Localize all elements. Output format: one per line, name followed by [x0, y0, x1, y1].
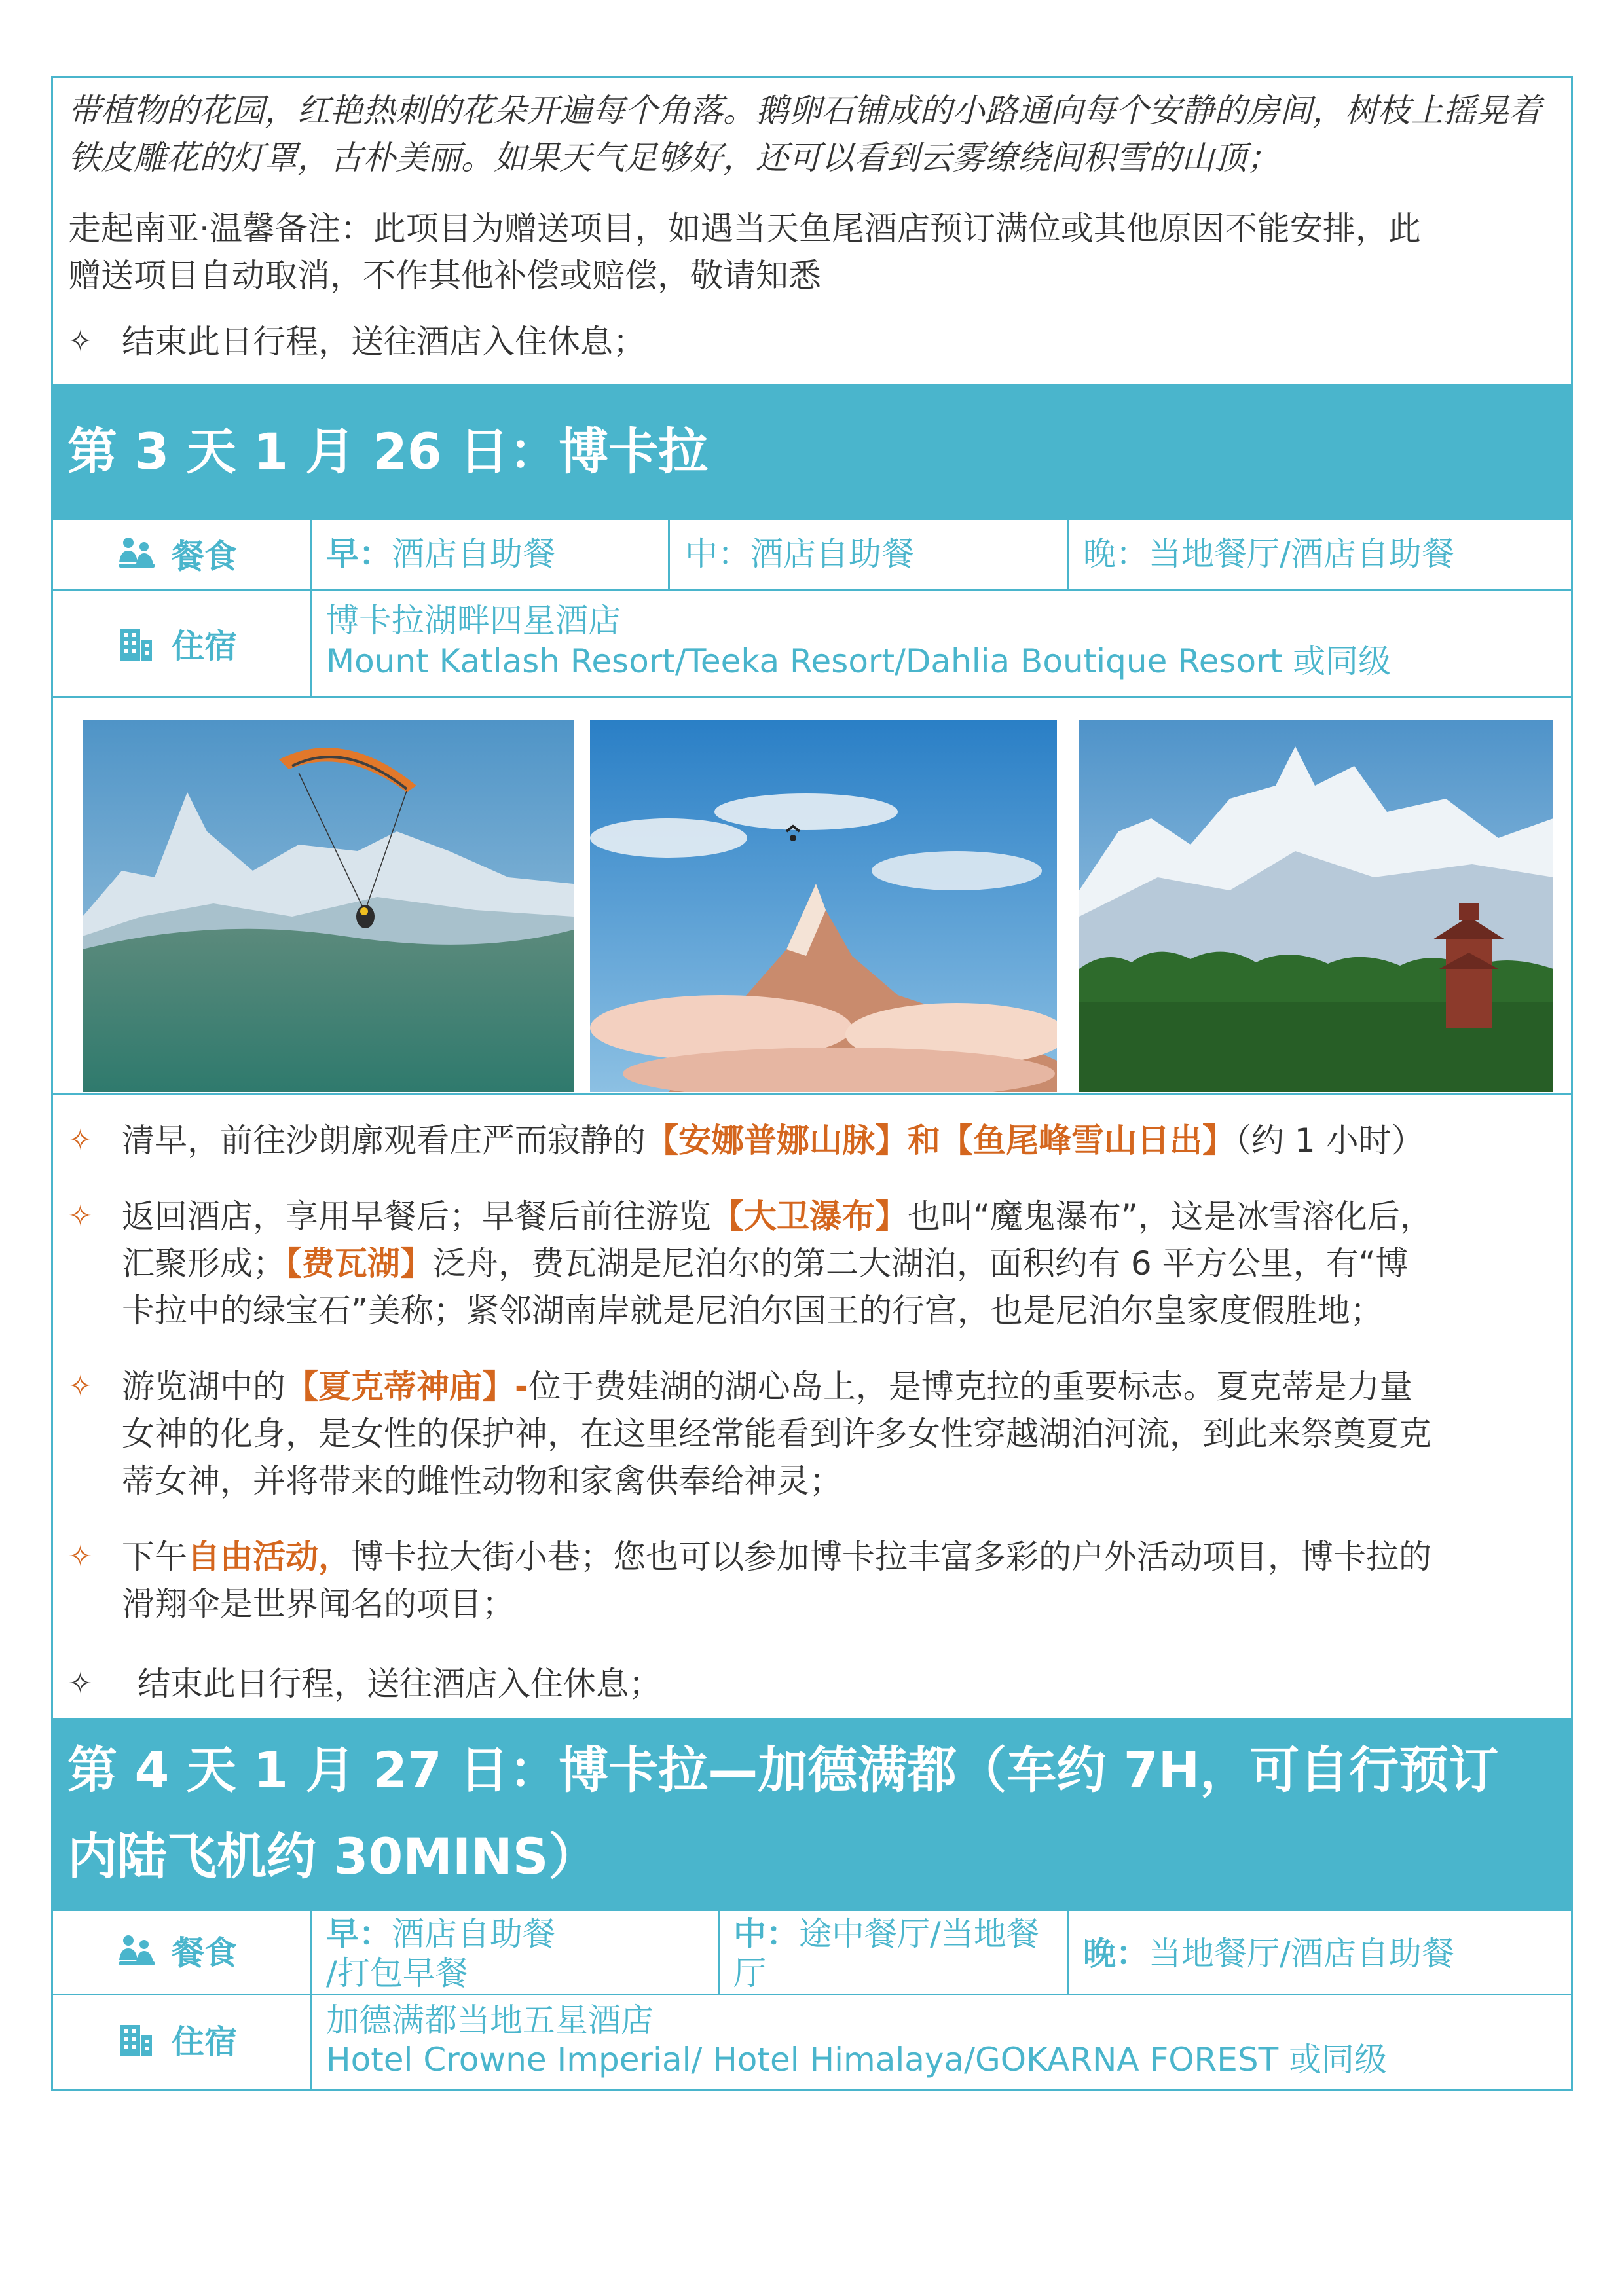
day3-item-3-line-2: 女神的化身，是女性的保护神，在这里经常能看到许多女性穿越湖泊河流，到此来祭奠夏克 [122, 1415, 1431, 1453]
day3-item-2-line-2 [122, 1240, 1409, 1287]
item-highlight: 自由活动， [187, 1538, 351, 1576]
breakfast-prefix: 早： [326, 1915, 392, 1953]
item-text: 游览湖中的 [122, 1368, 286, 1406]
item-highlight: 【夏克蒂神庙】- [286, 1368, 528, 1406]
item-text: 清早，前往沙朗廓观看庄严而寂静的 [122, 1121, 646, 1159]
day3-item-3-line-1 [122, 1363, 1412, 1410]
sparkle-bullet-icon: ✧ [68, 1667, 92, 1700]
day4-dinner [1083, 1934, 1454, 1973]
fishtail-cloud-photo [590, 720, 1057, 1092]
himalaya-pagoda-photo [1079, 720, 1553, 1092]
divider [53, 1909, 1571, 1911]
sparkle-bullet-icon: ✧ [68, 1123, 92, 1157]
divider [53, 696, 1571, 698]
day3-end-text: 结束此日行程，送往酒店入住休息； [138, 1665, 661, 1703]
dinner-value: 当地餐厅/酒店自助餐 [1149, 1935, 1454, 1973]
day3-title: 第 3 天 1 月 26 日：博卡拉 [53, 384, 1571, 519]
divider [53, 1093, 1571, 1095]
divider [1067, 1909, 1069, 1994]
divider [1067, 519, 1069, 591]
day4-breakfast [326, 1914, 555, 1954]
item-text: （约 1 小时） [1235, 1121, 1424, 1159]
sparkle-bullet-icon: ✧ [68, 1370, 92, 1403]
day3-item-4-line-1 [122, 1533, 1431, 1580]
day3-dinner: 晚：当地餐厅/酒店自助餐 [1083, 535, 1454, 573]
sparkle-bullet-icon: ✧ [68, 1540, 92, 1573]
day4-stay-label: 住宿 [172, 2023, 237, 2061]
divider [310, 519, 312, 697]
day3-item-2-line-1 [122, 1193, 1433, 1240]
day3-meal-label: 餐食 [172, 538, 237, 575]
item-text: 下午 [122, 1538, 187, 1576]
day3-lunch: 中：酒店自助餐 [685, 535, 914, 573]
item-text: 返回酒店，享用早餐后；早餐后前往游览 [122, 1197, 711, 1235]
day3-item-3-line-3: 蒂女神，并将带来的雌性动物和家禽供奉给神灵； [122, 1462, 842, 1500]
meal-icon [117, 534, 157, 574]
day4-meal-label: 餐食 [172, 1934, 237, 1972]
divider [53, 519, 1571, 520]
divider [310, 1909, 312, 2089]
item-highlight: 【费瓦湖】 [286, 1245, 433, 1283]
intro-note-line-2: 赠送项目自动取消，不作其他补偿或赔偿，敬请知悉 [68, 257, 821, 295]
lunch-value: 途中餐厅/当地餐 [799, 1915, 1039, 1953]
intro-note-line-1: 走起南亚·温馨备注：此项目为赠送项目，如遇当天鱼尾酒店预订满位或其他原因不能安排，此 [68, 210, 1421, 247]
item-text: 也叫“魔鬼瀑布”，这是冰雪溶化后， [908, 1197, 1433, 1235]
item-text: 博卡拉大街小巷；您也可以参加博卡拉丰富多彩的户外活动项目，博卡拉的 [351, 1538, 1431, 1576]
intro-line-1: 带植物的花园，红艳热刺的花朵开遍每个角落。鹅卵石铺成的小路通向每个安静的房间，树枝上摇晃着 [68, 92, 1541, 130]
divider [668, 519, 670, 591]
day4-title-line-2: 内陆飞机约 30MINS） [67, 1827, 599, 1886]
day3-item-4-line-2: 滑翔伞是世界闻名的项目； [122, 1585, 515, 1623]
divider [53, 589, 1571, 591]
divider [718, 1909, 720, 1994]
lunch-prefix: 中： [733, 1915, 799, 1953]
day4-hotel-options: Hotel Crowne Imperial/ Hotel Himalaya/GOKARNA FOREST 或同级 [326, 2041, 1388, 2079]
breakfast-value: 酒店自助餐 [392, 535, 555, 573]
day3-breakfast [326, 534, 555, 574]
day3-hotel-name: 博卡拉湖畔四星酒店 [326, 602, 621, 640]
breakfast-prefix: 早： [326, 535, 392, 573]
breakfast-value: 酒店自助餐 [392, 1915, 555, 1953]
building-icon [118, 627, 155, 663]
sparkle-bullet-icon: ✧ [68, 325, 92, 358]
item-text: 泛舟，费瓦湖是尼泊尔的第二大湖泊，面积约有 6 平方公里，有“博 [433, 1245, 1409, 1283]
day4-title-line-1: 第 4 天 1 月 27 日：博卡拉—加德满都（车约 7H，可自行预订 [67, 1741, 1499, 1799]
day4-breakfast-alt: /打包早餐 [326, 1954, 468, 1992]
sparkle-bullet-icon: ✧ [68, 1199, 92, 1233]
day3-stay-label: 住宿 [172, 627, 237, 665]
building-icon [118, 2022, 155, 2059]
item-text: 汇聚形成； [122, 1245, 286, 1283]
day3-hotel-options: Mount Katlash Resort/Teeka Resort/Dahlia Boutique Resort 或同级 [326, 642, 1392, 680]
item-highlight: 【大卫瀑布】 [711, 1197, 908, 1235]
day3-item-2-line-3: 卡拉中的绿宝石”美称；紧邻湖南岸就是尼泊尔国王的行宫，也是尼泊尔皇家度假胜地； [122, 1292, 1383, 1330]
divider [53, 1994, 1571, 1995]
meal-icon [117, 1931, 157, 1972]
dinner-prefix: 晚： [1083, 1935, 1149, 1973]
day4-title [53, 1718, 1571, 1909]
day3-item-1 [122, 1117, 1424, 1164]
intro-end-text: 结束此日行程，送往酒店入住休息； [122, 323, 646, 361]
item-highlight: 【安娜普娜山脉】和【鱼尾峰雪山日出】 [646, 1121, 1235, 1159]
day4-hotel-name: 加德满都当地五星酒店 [326, 2001, 654, 2039]
paragliding-photo [83, 720, 574, 1092]
day4-lunch-cont: 厅 [733, 1954, 766, 1992]
item-text: 位于费娃湖的湖心岛上，是博克拉的重要标志。夏克蒂是力量 [528, 1368, 1412, 1406]
day4-lunch [733, 1914, 1039, 1954]
intro-line-2: 铁皮雕花的灯罩，古朴美丽。如果天气足够好，还可以看到云雾缭绕间积雪的山顶； [68, 139, 1280, 177]
